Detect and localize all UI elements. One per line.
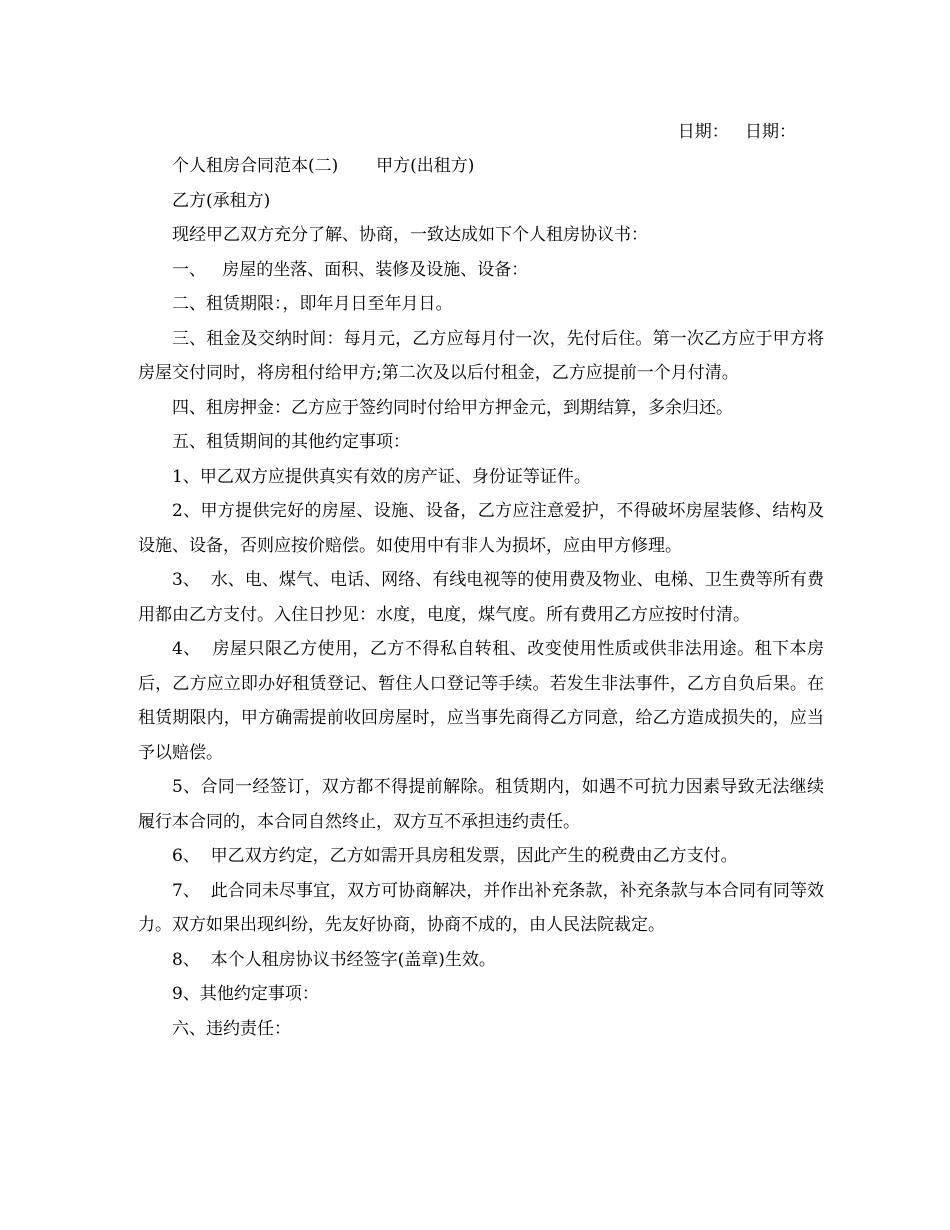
sub-clause-8: 8、 本个人租房协议书经签字(盖章)生效。	[172, 949, 496, 970]
paragraph-party-b: 乙方(承租方)	[172, 190, 271, 211]
sub-clause-3: 3、 水、电、煤气、电话、网络、有线电视等的使用费及物业、电梯、卫生费等所有费用都由乙方支付。入住日抄见：水度，电度，煤气度。所有费用乙方应按时付清。	[138, 570, 824, 625]
date-line: 日期： 日期：	[677, 122, 796, 142]
sub-clause-9: 9、其他约定事项：	[172, 984, 319, 1004]
clause-1-property: 一、 房屋的坐落、面积、装修及设施、设备：	[172, 259, 529, 280]
sub-clause-7: 7、 此合同未尽事宜，双方可协商解决，并作出补充条款，补充条款与本合同有同等效力。双方如果出现纠纷，先友好协商，协商不成的，由人民法院裁定。	[138, 880, 824, 935]
sub-clause-4: 4、 房屋只限乙方使用，乙方不得私自转租、改变使用性质或供非法用途。租下本房后，乙方应立即办好租赁登记、暂住人口登记等手续。若发生非法事件，乙方自负后果。在租赁期限内，甲方确需提前收回房屋时，应当事先商得乙方同意，给乙方造成损失的，应当予以赔偿。	[138, 639, 824, 763]
clause-5-heading: 五、租赁期间的其他约定事项：	[172, 432, 410, 452]
clause-3-rent: 三、租金及交纳时间：每月元，乙方应每月付一次，先付后住。第一次乙方应于甲方将房屋交付同时，将房租付给甲方;第二次及以后付租金，乙方应提前一个月付清。	[138, 328, 824, 383]
document-body	[138, 117, 824, 1046]
clause-4-deposit: 四、租房押金：乙方应于签约同时付给甲方押金元，到期结算，多余归还。	[172, 397, 733, 418]
clause-2-term: 二、租赁期限：，即年月日至年月日。	[172, 294, 453, 314]
paragraph-intro: 现经甲乙双方充分了解、协商，一致达成如下个人租房协议书：	[172, 225, 648, 245]
sub-clause-5: 5、合同一经签订，双方都不得提前解除。租赁期内，如遇不可抗力因素导致无法继续履行本合同的，本合同自然终止，双方互不承担违约责任。	[138, 777, 824, 832]
sub-clause-1: 1、甲乙双方应提供真实有效的房产证、身份证等证件。	[172, 466, 591, 487]
clause-6-liability: 六、违约责任：	[172, 1018, 291, 1039]
sub-clause-6: 6、 甲乙双方约定，乙方如需开具房租发票，因此产生的税费由乙方支付。	[172, 846, 738, 866]
paragraph-title: 个人租房合同范本(二) 甲方(出租方)	[172, 156, 475, 176]
sub-clause-2: 2、甲方提供完好的房屋、设施、设备，乙方应注意爱护，不得破坏房屋装修、结构及设施、设备，否则应按价赔偿。如使用中有非人为损坏，应由甲方修理。	[138, 501, 824, 556]
